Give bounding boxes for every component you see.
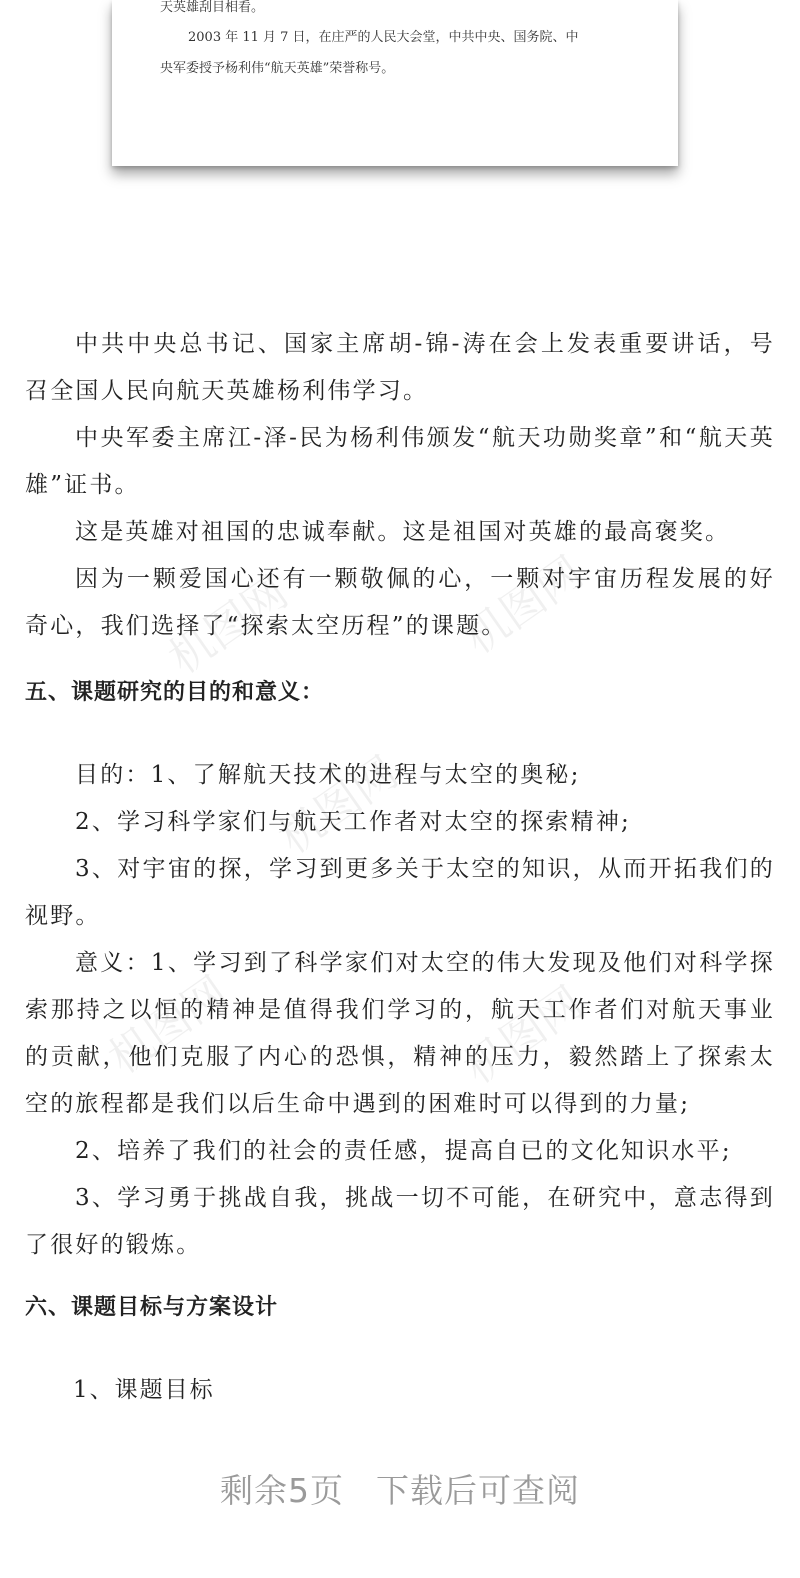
watermark: 机图网 bbox=[99, 966, 238, 1085]
paragraph: 3、对宇宙的探，学习到更多关于太空的知识，从而开拓我们的视野。 bbox=[25, 856, 775, 929]
paragraph: 这是英雄对祖国的忠诚奉献。这是祖国对英雄的最高褒奖。 bbox=[75, 519, 731, 545]
watermark: 机图网 bbox=[159, 566, 298, 685]
remaining-pages-label: 剩余5页 bbox=[220, 1471, 344, 1510]
paragraph: 2、学习科学家们与航天工作者对太空的探索精神; bbox=[75, 809, 631, 835]
watermark: 机图网 bbox=[454, 976, 593, 1095]
embedded-line: 2003 年 11 月 7 日，在庄严的人民大会堂，中共中央、国务院、中 bbox=[188, 30, 579, 45]
section5-text-block bbox=[25, 752, 775, 1269]
paragraph: 中共中央总书记、国家主席胡-锦-涛在会上发表重要讲话，号召全国人民向航天英雄杨利伟学习。 bbox=[25, 331, 775, 404]
embedded-document-image bbox=[112, 0, 678, 166]
intro-text-block bbox=[25, 321, 775, 650]
paragraph: 因为一颗爱国心还有一颗敬佩的心，一颗对宇宙历程发展的好奇心，我们选择了“探索太空历程”的课题。 bbox=[25, 566, 775, 639]
section-heading: 五、课题研究的目的和意义： bbox=[25, 680, 325, 705]
section-heading: 六、课题目标与方案设计 bbox=[25, 1295, 279, 1320]
download-to-view-label: 下载后可查阅 bbox=[376, 1471, 580, 1510]
paragraph: 目的：1、了解航天技术的进程与太空的奥秘; bbox=[75, 762, 581, 788]
watermark: 机图网 bbox=[269, 746, 408, 865]
paragraph: 2、培养了我们的社会的责任感，提高自已的文化知识水平; bbox=[75, 1138, 732, 1164]
subsection-heading: 1、课题目标 bbox=[73, 1377, 215, 1403]
paragraph: 中央军委主席江-泽-民为杨利伟颁发“航天功勋奖章”和“航天英雄”证书。 bbox=[25, 425, 775, 498]
download-prompt-banner[interactable] bbox=[0, 1466, 800, 1516]
embedded-line: 天英雄刮目相看。 bbox=[160, 0, 265, 15]
watermark: 机图网 bbox=[454, 546, 593, 665]
embedded-line: 央军委授予杨利伟“航天英雄”荣誉称号。 bbox=[160, 61, 395, 76]
paragraph: 3、学习勇于挑战自我，挑战一切不可能，在研究中，意志得到了很好的锻炼。 bbox=[25, 1185, 775, 1258]
paragraph: 意义：1、学习到了科学家们对太空的伟大发现及他们对科学探索那持之以恒的精神是值得我们学习的，航天工作者们对航天事业的贡献，他们克服了内心的恐惧，精神的压力，毅然踏上了探索太空的旅程都是我们以后生命中遇到的困难时可以得到的力量; bbox=[25, 950, 775, 1117]
